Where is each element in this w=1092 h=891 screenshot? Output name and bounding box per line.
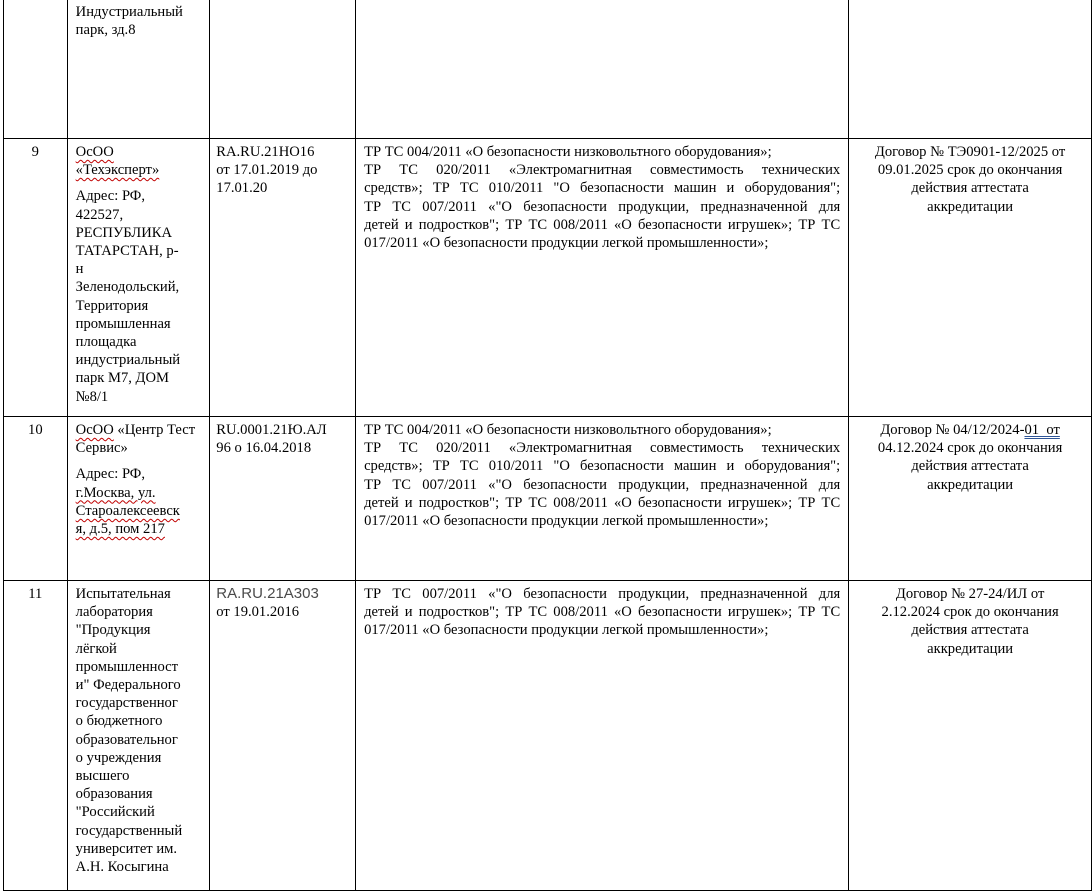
laboratories-table — [3, 0, 1092, 891]
organization-line: "Российский — [75, 804, 155, 821]
table-row — [4, 417, 1092, 581]
organization-line: парк, зд.8 — [75, 22, 136, 39]
contract-line: действия аттестата — [911, 622, 1029, 639]
organization-cell — [67, 581, 210, 891]
organization-line: о учреждения — [75, 749, 162, 766]
contract-line: Договор № 27-24/ИЛ от — [895, 586, 1045, 602]
regulations-cell — [356, 417, 849, 581]
contract-cell — [849, 139, 1092, 417]
regulations-text: ТР ТС 004/2011 «О безопасности низковольтного оборудования»; ТР ТС 020/2011 «Электромагнитная совместимость технических средств»; ТР ТС 010/2011 "О безопасности машин и оборудования"; ТР ТС 007/2011 «"О безопасности продукции, предназначенной для детей и подростков"; ТР ТС 008/2011 «О безопасности игрушек»; ТР ТС 017/2011 «О безопасности продукции легкой промышленности»; — [364, 144, 841, 252]
address-line: индустриальный — [75, 352, 181, 369]
contract-line: аккредитации — [927, 198, 1014, 215]
accreditation-line: от 17.01.2019 до — [216, 162, 318, 179]
organization-line: лаборатория — [75, 604, 153, 621]
accreditation-cell — [210, 0, 356, 139]
organization-line: Индустриальный — [75, 4, 183, 20]
regulations-cell — [356, 139, 849, 417]
organization-line: государственный — [75, 822, 183, 839]
address-line: Адрес: РФ, — [75, 188, 145, 205]
accreditation-date: от 19.01.2016 — [216, 604, 300, 621]
address-line: Адрес: РФ, — [75, 466, 145, 483]
address-line: г.Москва, ул. — [75, 484, 156, 501]
table-row — [4, 0, 1092, 139]
contract-line: аккредитации — [927, 476, 1014, 493]
contract-line: 04.12.2024 срок до окончания — [877, 440, 1063, 457]
contract-line: Договор № ТЭ0901-12/2025 от — [874, 144, 1066, 160]
accreditation-cell — [210, 417, 356, 581]
accreditation-line: 17.01.20 — [216, 180, 268, 197]
address-line: 422527, — [75, 206, 124, 223]
table-row — [4, 139, 1092, 417]
organization-line: Испытательная — [75, 586, 171, 602]
organization-line: "Продукция — [75, 622, 151, 639]
accreditation-line: 96 о 16.04.2018 — [216, 440, 312, 457]
address-line: РЕСПУБЛИКА — [75, 224, 173, 241]
organization-cell — [67, 139, 210, 417]
contract-cell — [849, 0, 1092, 139]
table-row — [4, 581, 1092, 891]
regulations-cell — [356, 581, 849, 891]
organization-line: А.Н. Косыгина — [75, 859, 169, 876]
accreditation-cell — [210, 139, 356, 417]
organization-line: высшего — [75, 768, 130, 785]
address-line: Староалексеевск — [75, 502, 180, 519]
accreditation-code: RA.RU.21A303 — [216, 585, 319, 602]
contract-line: действия аттестата — [911, 458, 1029, 475]
address-line: ТАТАРСТАН, р- — [75, 243, 179, 260]
organization-cell — [67, 417, 210, 581]
organization-line: промышленност — [75, 658, 178, 675]
organization-cell — [67, 0, 210, 139]
accreditation-line: RA.RU.21НО16 — [216, 144, 315, 160]
contract-line: аккредитации — [927, 640, 1014, 657]
address-line: парк М7, ДОМ — [75, 370, 170, 387]
address-line: я, д.5, пом 217 — [75, 521, 165, 538]
contract-line: 2.12.2024 срок до окончания — [881, 604, 1059, 621]
address-line: Зеленодольский, — [75, 279, 180, 296]
organization-line: и" Федерального — [75, 677, 181, 694]
organization-line: лёгкой — [75, 640, 117, 657]
contract-number-underlined: 01 от — [1024, 422, 1060, 438]
contract-number: Договор № 04/12/2024- — [880, 422, 1025, 438]
address-line: площадка — [75, 334, 137, 351]
accreditation-cell — [210, 581, 356, 891]
address-line: №8/1 — [75, 388, 109, 405]
contract-cell — [849, 417, 1092, 581]
organization-line: университет им. — [75, 840, 178, 857]
organization-name: «Центр Тест Сервис» — [75, 422, 196, 457]
regulations-cell — [356, 0, 849, 139]
organization-line: образования — [75, 786, 153, 803]
address-line: промышленная — [75, 315, 171, 332]
row-number-cell: 9 — [4, 139, 68, 417]
contract-line: 09.01.2025 срок до окончания — [877, 162, 1063, 179]
contract-line: действия аттестата — [911, 180, 1029, 197]
organization-line: государственног — [75, 695, 178, 712]
address-line: Территория — [75, 297, 149, 314]
row-number-cell: 10 — [4, 417, 68, 581]
regulations-text: ТР ТС 007/2011 «"О безопасности продукции, предназначенной для детей и подростков"; ТР ТС 008/2011 «О безопасности игрушек»; ТР ТС 017/2011 «О безопасности продукции легкой промышленности»; — [364, 586, 841, 639]
organization-line: о бюджетного — [75, 713, 163, 730]
organization-line: образовательног — [75, 731, 178, 748]
address-line: н — [75, 261, 84, 278]
organization-name: ОсОО — [75, 144, 114, 160]
accreditation-line: RU.0001.21Ю.АЛ — [216, 422, 327, 438]
contract-cell — [849, 581, 1092, 891]
organization-name: «Техэксперт» — [75, 162, 160, 179]
organization-name: ОсОО — [75, 422, 114, 438]
regulations-text: ТР ТС 004/2011 «О безопасности низковольтного оборудования»; ТР ТС 020/2011 «Электромагнитная совместимость технических средств»; ТР ТС 010/2011 "О безопасности машин и оборудования"; ТР ТС 007/2011 «"О безопасности продукции, предназначенной для детей и подростков"; ТР ТС 008/2011 «О безопасности игрушек»; ТР ТС 017/2011 «О безопасности продукции легкой промышленности»; — [364, 422, 841, 530]
row-number-cell — [4, 0, 68, 139]
row-number-cell: 11 — [4, 581, 68, 891]
